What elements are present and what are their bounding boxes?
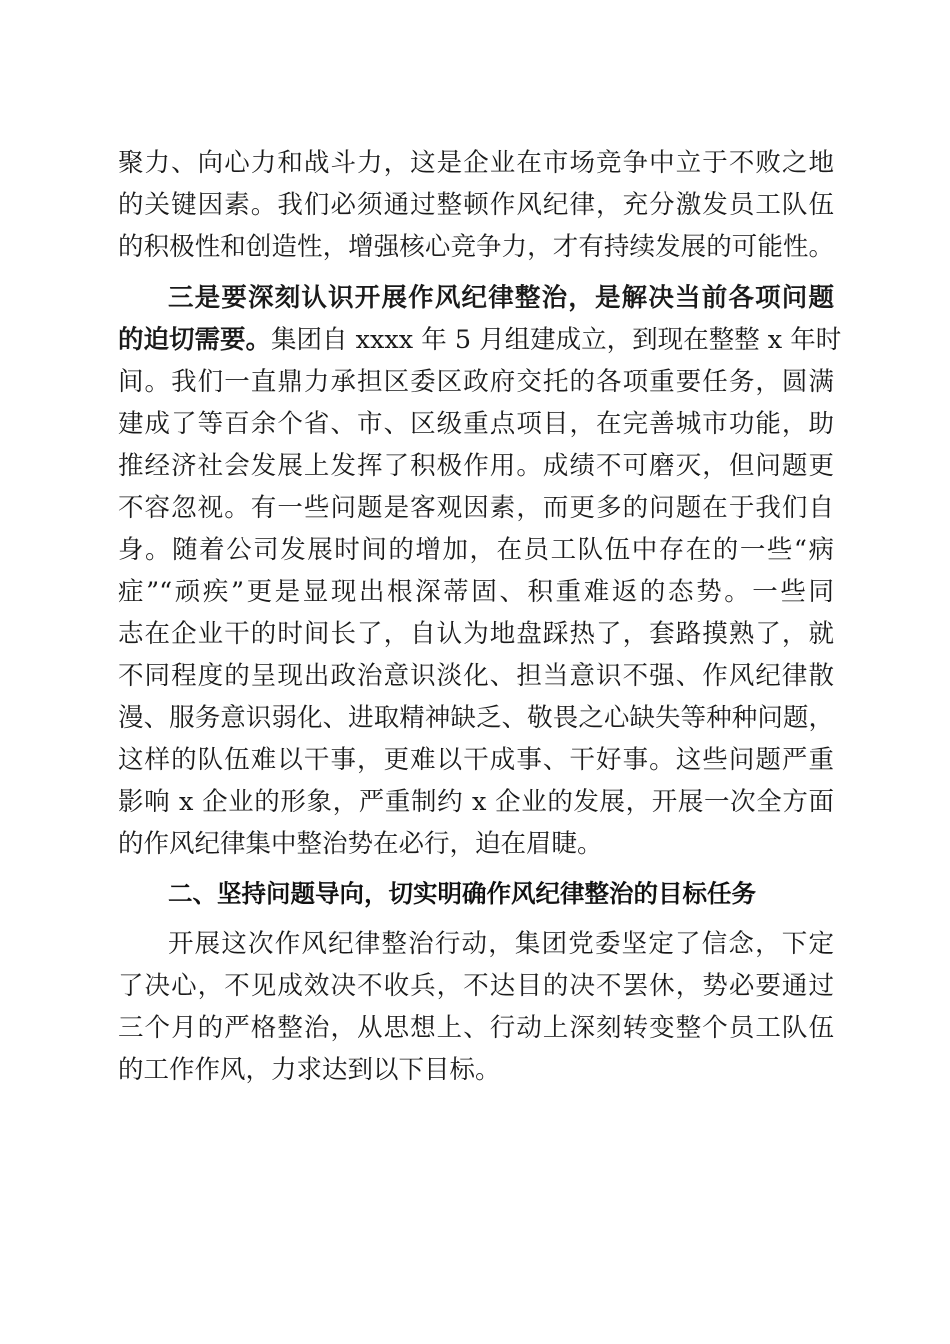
section-heading: 二、坚持问题导向，切实明确作风纪律整治的目标任务 [168, 879, 756, 908]
text-line: 身。随着公司发展时间的增加，在员工队伍中存在的一些“病 [118, 535, 834, 565]
text-line: 志在企业干的时间长了，自认为地盘踩热了，套路摸熟了，就 [118, 619, 834, 649]
text-line: 聚力、向心力和战斗力，这是企业在市场竞争中立于不败之地 [118, 148, 834, 178]
text-line: 开展这次作风纪律整治行动，集团党委坚定了信念，下定 [168, 929, 834, 959]
paragraph-lead-bold: 三是要深刻认识开展作风纪律整治，是解决当前各项问题 [168, 283, 834, 313]
text-line: 漫、服务意识弱化、进取精神缺乏、敬畏之心缺失等种种问题， [118, 703, 834, 733]
text-line: 症”“顽疾”更是显现出根深蒂固、积重难返的态势。一些同 [118, 577, 834, 607]
text-line: 影响 x 企业的形象，严重制约 x 企业的发展，开展一次全方面 [118, 787, 834, 817]
paragraph-lead-rest: 集团自 xxxx 年 5 月组建成立，到现在整整 x 年时 [271, 325, 842, 355]
text-line: 这样的队伍难以干事，更难以干成事、干好事。这些问题严重 [118, 745, 834, 775]
text-line: 的积极性和创造性，增强核心竞争力，才有持续发展的可能性。 [118, 232, 834, 262]
text-line-mixed [118, 320, 842, 360]
text-line: 不容忽视。有一些问题是客观因素，而更多的问题在于我们自 [118, 493, 834, 523]
paragraph-lead-bold-cont: 的迫切需要。 [118, 325, 272, 355]
text-line: 的工作作风，力求达到以下目标。 [118, 1055, 501, 1085]
text-line: 不同程度的呈现出政治意识淡化、担当意识不强、作风纪律散 [118, 661, 834, 691]
text-line: 的关键因素。我们必须通过整顿作风纪律，充分激发员工队伍 [118, 190, 834, 220]
text-line: 间。我们一直鼎力承担区委区政府交托的各项重要任务，圆满 [118, 367, 834, 397]
text-line: 的作风纪律集中整治势在必行，迫在眉睫。 [118, 829, 603, 859]
text-line: 推经济社会发展上发挥了积极作用。成绩不可磨灭，但问题更 [118, 451, 834, 481]
text-line: 了决心，不见成效决不收兵，不达目的决不罢休，势必要通过 [118, 971, 834, 1001]
text-line: 建成了等百余个省、市、区级重点项目，在完善城市功能，助 [118, 409, 834, 439]
text-line: 三个月的严格整治，从思想上、行动上深刻转变整个员工队伍 [118, 1013, 834, 1043]
